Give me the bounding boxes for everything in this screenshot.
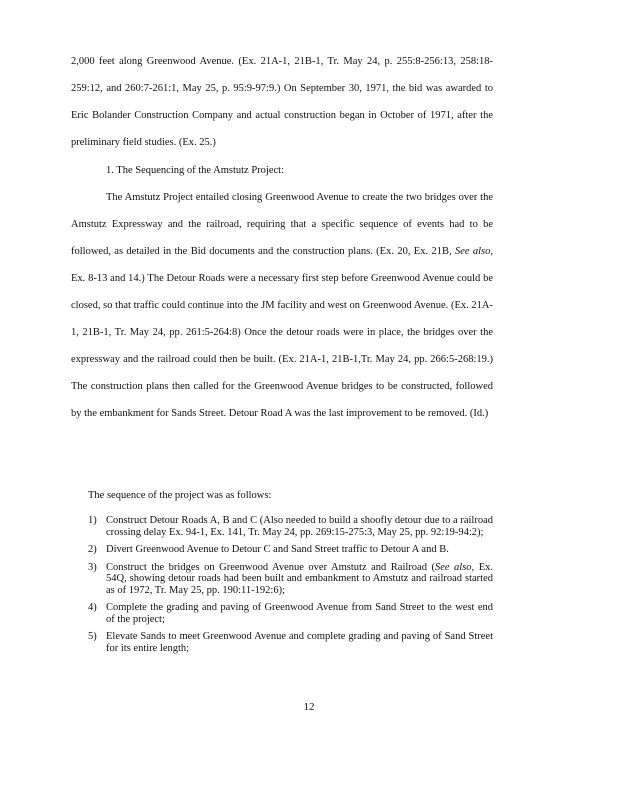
list-item-number: 5): [88, 631, 97, 642]
list-item-italic: See also,: [434, 561, 475, 573]
paragraph-2-text-a: The Amstutz Project entailed closing Greenwood Avenue to create the two bridges over the Amstutz Expressway and the railroad, requiring that a specific sequence of events had to be followed, as detailed in the Bid documents and the construction plans. (Ex. 20, Ex. 21B,: [71, 192, 493, 257]
list-item-number: 4): [88, 602, 97, 613]
sequence-intro: The sequence of the project was as follows:: [88, 490, 272, 501]
list-item-number: 2): [88, 544, 97, 555]
list-item: [88, 515, 493, 538]
list-item: [88, 562, 493, 597]
list-item-text-b: Ex. 54Q, showing detour roads had been built and embankment to Amstutz and railroad started as of 1972, Tr. May 25, pp. 190:11-192:6);: [106, 561, 493, 596]
list-item-text: Divert Greenwood Avenue to Detour C and Sand Street traffic to Detour A and B.: [106, 544, 449, 555]
list-item-text: Complete the grading and paving of Greenwood Avenue from Sand Street to the west end of the project;: [106, 602, 493, 625]
list-item: [88, 602, 493, 625]
list-item: [88, 544, 493, 556]
section-heading: 1. The Sequencing of the Amstutz Project:: [106, 165, 284, 176]
paragraph-2-italic: See also,: [454, 246, 493, 257]
list-item-number: 1): [88, 515, 97, 526]
body-paragraph-1: 2,000 feet along Greenwood Avenue. (Ex. 21A-1, 21B-1, Tr. May 24, p. 255:8-256:13, 258:18-259:12, and 260:7-261:1, May 25, p. 95:9-97:9.) On September 30, 1971, the bid was awarded to Eric Bolander Construction Company and actual construction began in October of 1971, after the preliminary field studies. (Ex. 25.): [71, 56, 493, 148]
list-item-text-a: Construct the bridges on Greenwood Avenue over Amstutz and Railroad (: [106, 561, 435, 573]
body-paragraph-2: [71, 184, 493, 427]
page-number: 12: [303, 701, 315, 713]
list-item-text: Elevate Sands to meet Greenwood Avenue and complete grading and paving of Sand Street for its entire length;: [106, 631, 493, 654]
sequence-list: [88, 515, 493, 660]
list-item: [88, 631, 493, 654]
paragraph-2-text-b: Ex. 8-13 and 14.) The Detour Roads were a necessary first step before Greenwood Avenue could be closed, so that traffic could continue into the JM facility and west on Greenwood Avenue. (Ex. 21A-1, 21B-1, Tr. May 24, pp. 261:5-264:8) Once the detour roads were in place, the bridges over the expressway and the railroad could then be built. (Ex. 21A-1, 21B-1,Tr. May 24, pp. 266:5-268:19.) The construction plans then called for the Greenwood Avenue bridges to be constructed, followed by the embankment for Sands Street. Detour Road A was the last improvement to be removed. (Id.): [71, 273, 493, 419]
list-item-text: Construct Detour Roads A, B and C (Also needed to build a shoofly detour due to a railroad crossing delay Ex. 94-1, Ex. 141, Tr. May 24, pp. 269:15-275:3, May 25, pp. 92:19-94:2);: [106, 515, 493, 538]
list-item-number: 3): [88, 561, 97, 573]
